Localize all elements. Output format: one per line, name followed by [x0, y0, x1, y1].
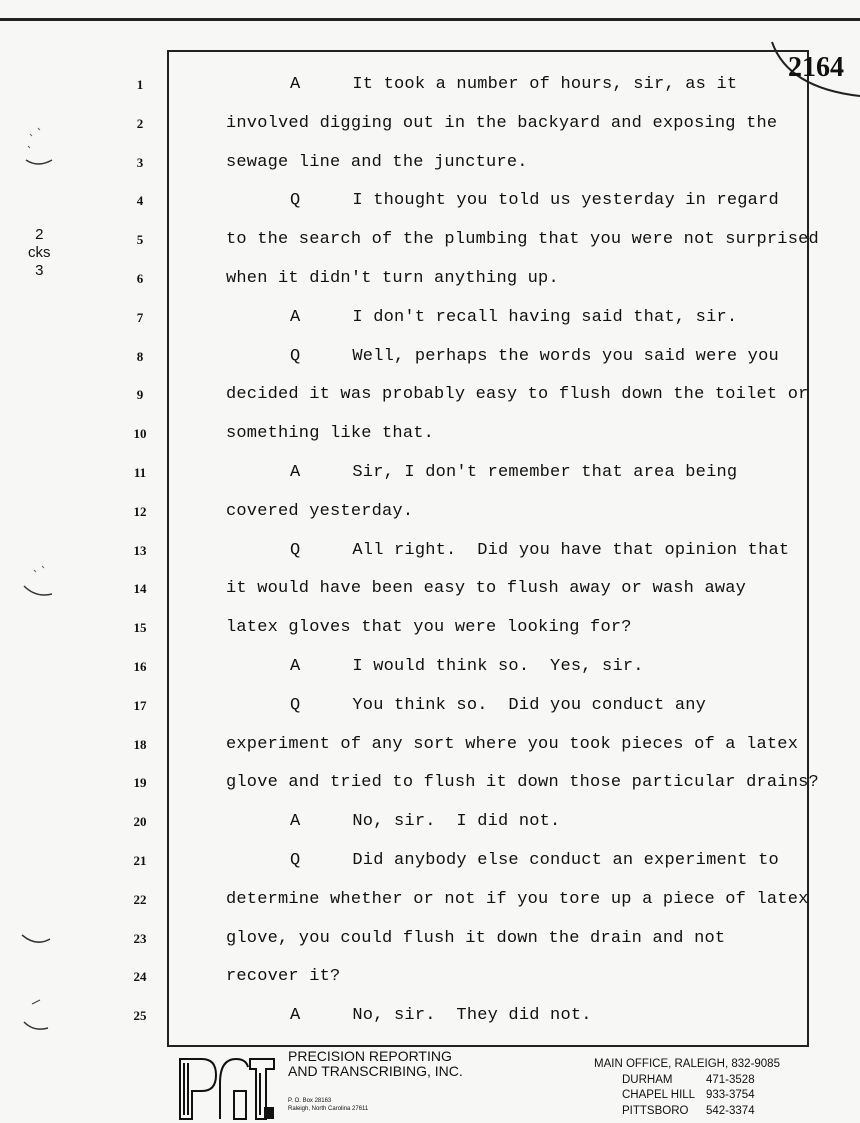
transcript-line: A No, sir. They did not.	[290, 1006, 592, 1026]
address-line: Raleigh, North Carolina 27611	[288, 1106, 369, 1112]
line-number: 20	[133, 814, 147, 830]
office-phone: 471-3528	[706, 1073, 755, 1086]
transcript-line: glove and tried to flush it down those particular drains?	[226, 773, 819, 793]
line-number: 7	[136, 309, 144, 325]
transcript-line: A Sir, I don't remember that area being	[290, 463, 738, 482]
transcript-line: determine whether or not if you tore up a piece of latex	[226, 889, 809, 909]
transcript-line: Q I thought you told us yesterday in regard	[290, 191, 779, 211]
margin-mark	[20, 120, 60, 170]
office-city: PITTSBORO	[622, 1104, 689, 1117]
transcript-line: Q Did anybody else conduct an experiment to	[290, 851, 779, 870]
transcript-line: Q You think so. Did you conduct any	[290, 695, 707, 715]
margin-note	[28, 226, 51, 280]
transcript-line: covered yesterday.	[226, 501, 414, 521]
line-number: 11	[133, 465, 147, 480]
transcript-line: A It took a number of hours, sir, as it	[290, 75, 738, 94]
office-phone: 542-3374	[706, 1104, 755, 1117]
transcript-line: glove, you could flush it down the drain and not	[226, 928, 726, 948]
line-number: 8	[136, 348, 144, 364]
transcript-line: A I don't recall having said that, sir.	[290, 307, 738, 327]
line-number: 16	[133, 659, 147, 674]
transcript-line: experiment of any sort where you took pieces of a latex	[226, 734, 799, 754]
line-number: 14	[133, 581, 147, 597]
company-name	[288, 1049, 463, 1079]
line-number: 23	[133, 930, 147, 946]
company-name-line: PRECISION REPORTING	[288, 1048, 452, 1064]
main-office: MAIN OFFICE, RALEIGH, 832-9085	[594, 1058, 780, 1070]
office-row	[594, 1104, 780, 1120]
margin-note-line: cks	[28, 244, 51, 261]
line-number: 10	[133, 426, 147, 442]
line-number: 1	[136, 77, 144, 92]
line-number: 12	[133, 503, 147, 519]
line-number: 4	[136, 193, 144, 209]
transcript-line: to the search of the plumbing that you were not surprised	[226, 230, 819, 250]
transcript-line: it would have been easy to flush away or wash away	[226, 579, 747, 599]
office-list	[594, 1057, 780, 1119]
line-number: 2	[136, 115, 144, 131]
company-address	[288, 1097, 368, 1113]
footer	[0, 1045, 860, 1123]
transcript-line: decided it was probably easy to flush down the toilet or	[226, 385, 809, 405]
transcript-line: recover it?	[226, 967, 341, 987]
margin-note-line: 2	[35, 226, 44, 243]
line-number: 9	[136, 387, 144, 403]
line-number: 22	[133, 891, 147, 907]
line-number: 19	[133, 775, 147, 791]
line-number: 21	[133, 853, 147, 868]
office-row	[594, 1073, 780, 1089]
line-number: 24	[133, 969, 147, 985]
transcript-line: something like that.	[226, 424, 435, 444]
transcript-line: A No, sir. I did not.	[290, 812, 561, 832]
transcript-line: Q All right. Did you have that opinion that	[290, 540, 790, 560]
office-city: CHAPEL HILL	[622, 1089, 696, 1101]
company-name-line: AND TRANSCRIBING, INC.	[288, 1063, 463, 1079]
transcript-line: involved digging out in the backyard and exposing the	[226, 113, 778, 133]
margin-mark	[18, 925, 58, 955]
margin-mark	[18, 996, 58, 1036]
transcript-line: Q Well, perhaps the words you said were you	[290, 346, 779, 366]
address-line: P. O. Box 28163	[288, 1098, 332, 1104]
transcript-line: A I would think so. Yes, sir.	[290, 657, 644, 676]
margin-mark	[20, 560, 60, 610]
page-number: 2164	[788, 52, 844, 83]
top-rule	[0, 18, 860, 21]
margin-note-line: 3	[35, 262, 44, 279]
transcript-line: sewage line and the juncture.	[226, 152, 528, 172]
transcript-line: latex gloves that you were looking for?	[226, 618, 632, 638]
office-city: DURHAM	[622, 1073, 673, 1086]
line-number: 17	[133, 697, 147, 713]
line-number: 6	[136, 271, 144, 286]
line-number: 25	[133, 1008, 147, 1024]
office-row	[594, 1088, 780, 1104]
line-number: 18	[133, 736, 147, 752]
line-number: 13	[133, 542, 147, 558]
office-phone: 933-3754	[706, 1089, 755, 1101]
line-number: 3	[136, 154, 144, 170]
line-number: 15	[133, 620, 147, 636]
line-number: 5	[136, 232, 144, 248]
transcript-line: when it didn't turn anything up.	[226, 269, 559, 288]
company-logo-icon	[176, 1053, 276, 1121]
